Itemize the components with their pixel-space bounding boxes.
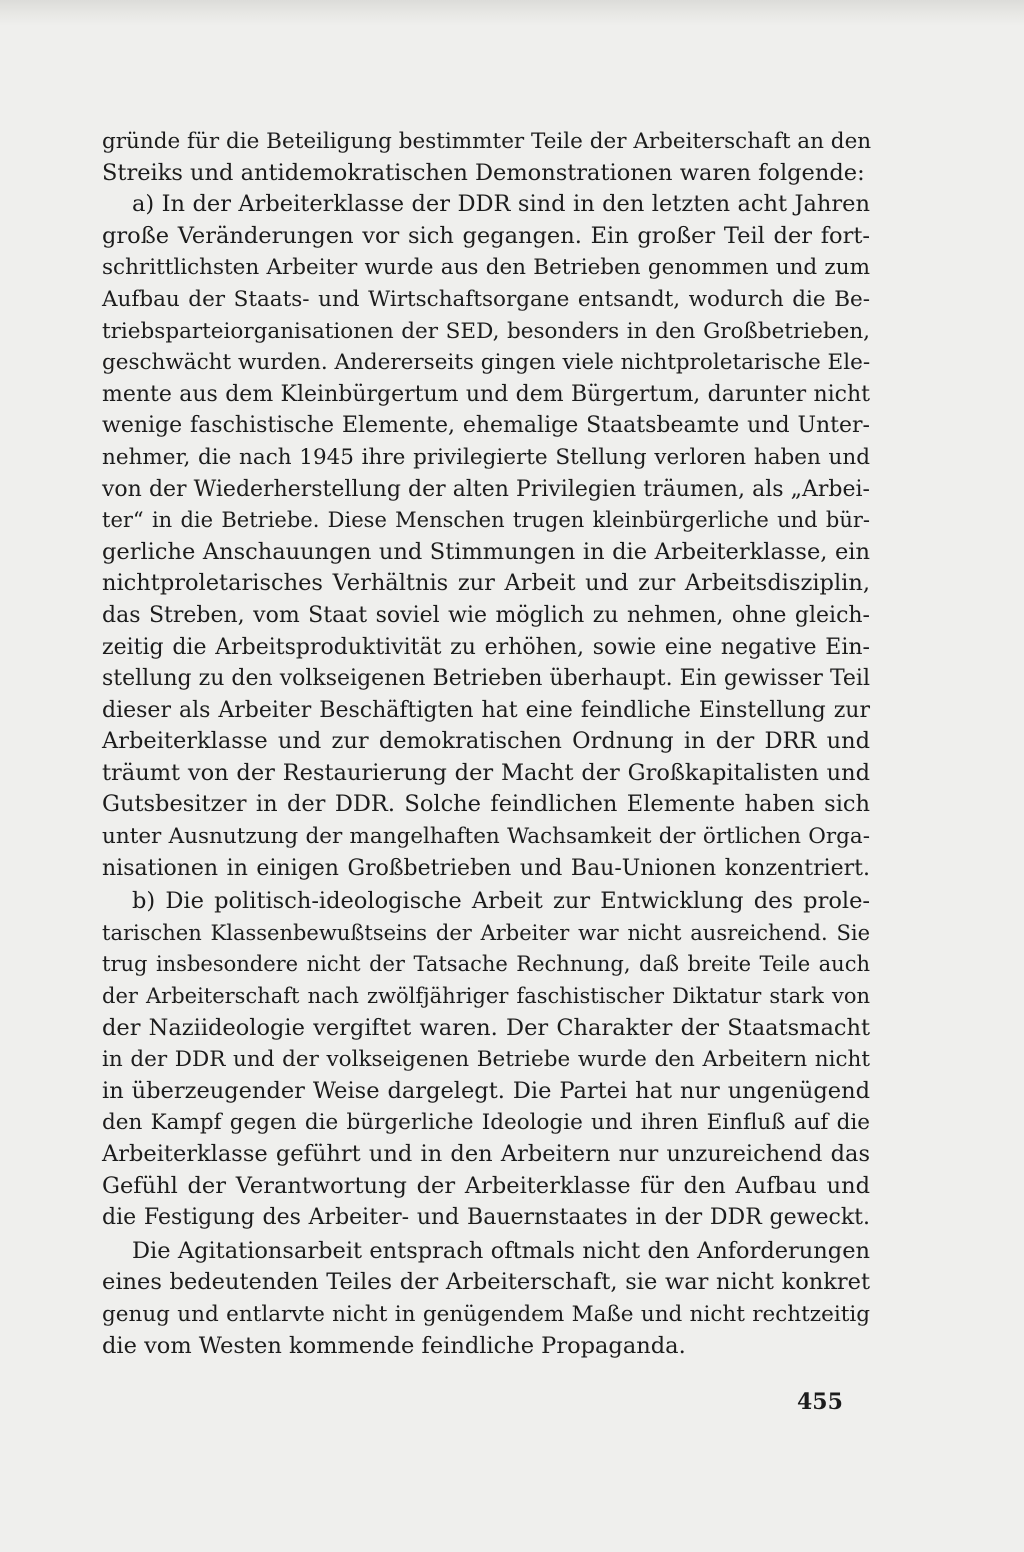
text-line: in der DDR und der volkseigenen Betriebe wurde den Arbeitern nicht: [102, 1047, 870, 1073]
text-line: trug insbesondere nicht der Tatsache Rechnung, daß breite Teile auch: [102, 952, 870, 977]
text-line: eines bedeutenden Teiles der Arbeiterschaft, sie war nicht konkret: [102, 1269, 870, 1296]
text-line: genug und entlarvte nicht in genügendem Maße und nicht rechtzeitig: [102, 1301, 870, 1327]
text-line: ter“ in die Betriebe. Diese Menschen trugen kleinbürgerliche und bür-: [102, 508, 870, 533]
text-line: mente aus dem Kleinbürgertum und dem Bürgertum, darunter nicht: [102, 381, 870, 407]
text-line: der Naziideologie vergiftet waren. Der Charakter der Staatsmacht: [102, 1014, 870, 1041]
text-line: nisationen in einigen Großbetrieben und Bau-Unionen konzentriert.: [102, 855, 870, 881]
text-line: triebsparteiorganisationen der SED, besonders in den Großbetrieben,: [102, 318, 870, 344]
text-line: gerliche Anschauungen und Stimmungen in die Arbeiterklasse, ein: [102, 538, 870, 565]
text-line: von der Wiederherstellung der alten Privilegien träumen, als „Arbei-: [102, 476, 870, 502]
text-line: Streiks und antidemokratischen Demonstrationen waren folgende:: [102, 159, 865, 186]
text-line: träumt von der Restaurierung der Macht der Großkapitalisten und: [102, 759, 870, 786]
paragraph: [102, 126, 870, 189]
text-line: Arbeiterklasse und zur demokratischen Ordnung in der DRR und: [102, 728, 870, 755]
text-line: a) In der Arbeiterklasse der DDR sind in den letzten acht Jahren: [132, 191, 870, 218]
paragraph: [102, 886, 870, 1234]
text-line: den Kampf gegen die bürgerliche Ideologie und ihren Einfluß auf die: [102, 1110, 870, 1136]
paragraph: [102, 189, 870, 884]
page-top-edge: [0, 0, 1024, 26]
text-line: stellung zu den volkseigenen Betrieben überhaupt. Ein gewisser Teil: [102, 666, 870, 692]
page-number: 455: [797, 1389, 843, 1415]
text-line: zeitig die Arbeitsproduktivität zu erhöhen, sowie eine negative Ein-: [102, 634, 870, 660]
text-line: das Streben, vom Staat soviel wie möglich zu nehmen, ohne gleich-: [102, 602, 870, 628]
paragraph: [102, 1236, 870, 1362]
text-line: unter Ausnutzung der mangelhaften Wachsamkeit der örtlichen Orga-: [102, 824, 870, 850]
text-line: Gefühl der Verantwortung der Arbeiterklasse für den Aufbau und: [102, 1172, 870, 1199]
text-line: in überzeugender Weise dargelegt. Die Partei hat nur ungenügend: [102, 1077, 870, 1104]
body-text: [102, 126, 870, 1362]
text-line: Die Agitationsarbeit entsprach oftmals nicht den Anforderungen: [132, 1237, 870, 1264]
text-line: große Veränderungen vor sich gegangen. Ein großer Teil der fort-: [102, 222, 870, 249]
text-line: Arbeiterklasse geführt und in den Arbeitern nur unzureichend das: [102, 1141, 870, 1167]
text-line: nichtproletarisches Verhältnis zur Arbeit und zur Arbeitsdisziplin,: [102, 570, 870, 597]
text-line: schrittlichsten Arbeiter wurde aus den Betrieben genommen und zum: [102, 255, 870, 281]
text-line: die vom Westen kommende feindliche Propaganda.: [102, 1332, 686, 1359]
text-line: Aufbau der Staats- und Wirtschaftsorgane entsandt, wodurch die Be-: [102, 286, 870, 312]
text-line: geschwächt wurden. Andererseits gingen viele nichtproletarische Ele-: [102, 350, 871, 376]
text-line: die Festigung des Arbeiter- und Bauernstaates in der DDR geweckt.: [102, 1205, 870, 1231]
text-line: tarischen Klassenbewußtseins der Arbeiter war nicht ausreichend. Sie: [102, 920, 870, 945]
text-line: der Arbeiterschaft nach zwölfjähriger faschistischer Diktatur stark von: [102, 984, 870, 1009]
text-line: dieser als Arbeiter Beschäftigten hat eine feindliche Einstellung zur: [102, 697, 870, 723]
text-line: gründe für die Beteiligung bestimmter Teile der Arbeiterschaft an den: [102, 129, 872, 154]
text-line: Gutsbesitzer in der DDR. Solche feindlichen Elemente haben sich: [102, 791, 870, 818]
text-line: b) Die politisch-ideologische Arbeit zur Entwicklung des prole-: [132, 888, 870, 915]
text-line: nehmer, die nach 1945 ihre privilegierte Stellung verloren haben und: [102, 444, 870, 470]
text-line: wenige faschistische Elemente, ehemalige Staatsbeamte und Unter-: [102, 413, 870, 439]
